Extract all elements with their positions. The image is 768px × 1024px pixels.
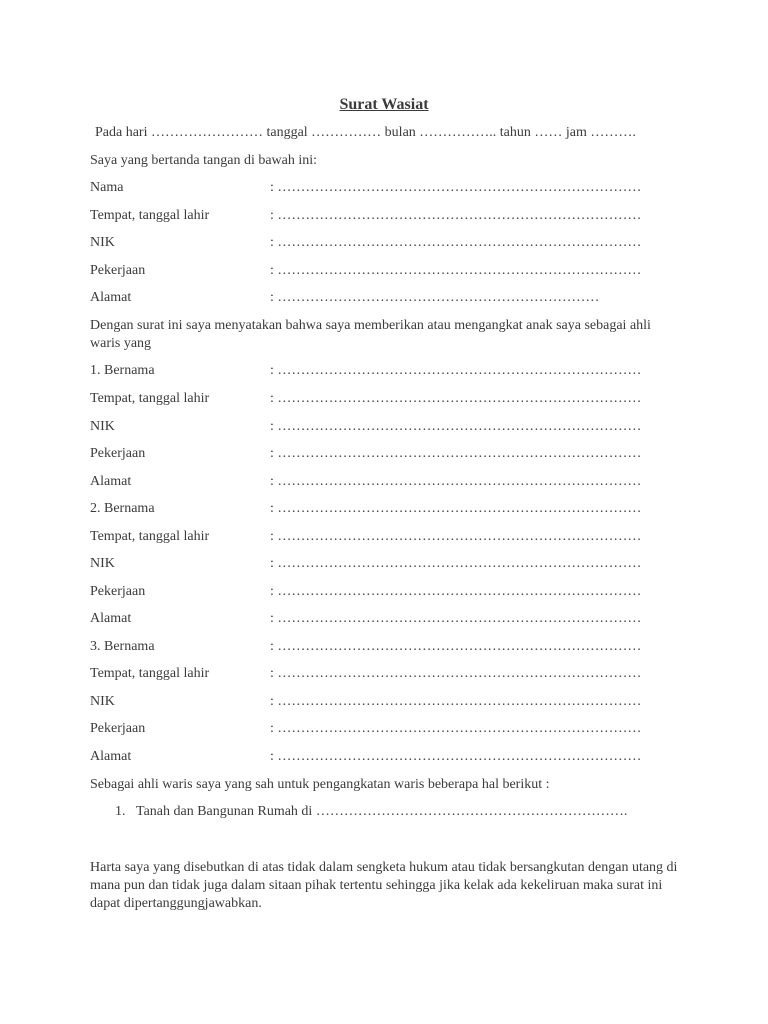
field-label: NIK [90,694,115,709]
field-label: Alamat [90,290,132,305]
field-label: Alamat [90,611,132,626]
field-value: : …………………………………………………………………… [270,419,642,434]
field-label: NIK [90,235,115,250]
field-value: : …………………………………………………………………… [270,208,642,223]
field-value: : …………………………………………………………………… [270,263,642,278]
field-value: : …………………………………………………………… [270,290,600,305]
field-label: 3. Bernama [90,639,155,654]
inheritance-intro-text: Sebagai ahli waris saya yang sah untuk pengangkatan waris beberapa hal berikut : [90,777,550,792]
declaration-text: Dengan surat ini saya menyatakan bahwa saya memberikan atau mengangkat anak saya sebagai ahli waris yang [90,318,651,351]
field-label: Tempat, tanggal lahir [90,391,210,406]
field-label: Tempat, tanggal lahir [90,529,210,544]
intro-text: Saya yang bertanda tangan di bawah ini: [90,153,318,168]
closing-text: Harta saya yang disebutkan di atas tidak dalam sengketa hukum atau tidak bersangkutan dengan utang di mana pun dan tidak juga dalam sitaan pihak tertentu sehingga jika kelak ada kekeliruan maka surat ini dapat dipertanggungjawabkan. [90,860,678,911]
field-value: : …………………………………………………………………… [270,474,642,489]
field-label: Alamat [90,474,132,489]
field-label: Tempat, tanggal lahir [90,666,210,681]
field-value: : …………………………………………………………………… [270,363,642,378]
field-value: : …………………………………………………………………… [270,501,642,516]
list-item-number: 1. [115,804,126,819]
field-label: Alamat [90,749,132,764]
field-value: : …………………………………………………………………… [270,611,642,626]
field-value: : …………………………………………………………………… [270,694,642,709]
field-label: Pekerjaan [90,446,146,461]
field-value: : …………………………………………………………………… [270,529,642,544]
field-label: Pekerjaan [90,263,146,278]
field-value: : …………………………………………………………………… [270,446,642,461]
field-label: Nama [90,180,124,195]
field-value: : …………………………………………………………………… [270,391,642,406]
field-label: Tempat, tanggal lahir [90,208,210,223]
field-label: Pekerjaan [90,584,146,599]
field-value: : …………………………………………………………………… [270,180,642,195]
field-label: 2. Bernama [90,501,155,516]
field-value: : …………………………………………………………………… [270,749,642,764]
field-label: NIK [90,419,115,434]
field-value: : …………………………………………………………………… [270,235,642,250]
document-title: Surat Wasiat [339,96,429,113]
field-value: : …………………………………………………………………… [270,721,642,736]
field-label: NIK [90,556,115,571]
date-line: Pada hari …………………… tanggal …………… bulan …………….. tahun …… jam ………. [95,125,636,140]
list-item: Tanah dan Bangunan Rumah di …………………………………………………………. [136,804,628,819]
field-value: : …………………………………………………………………… [270,556,642,571]
field-value: : …………………………………………………………………… [270,584,642,599]
field-label: Pekerjaan [90,721,146,736]
field-value: : …………………………………………………………………… [270,666,642,681]
field-value: : …………………………………………………………………… [270,639,642,654]
field-label: 1. Bernama [90,363,155,378]
